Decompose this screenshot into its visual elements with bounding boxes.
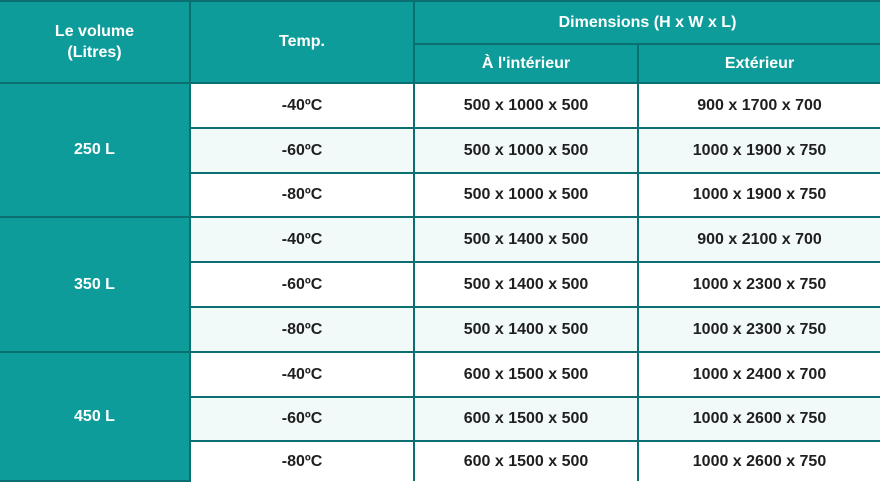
temp-cell: -80ºC [190, 307, 414, 352]
header-outside: Extérieur [638, 44, 880, 83]
temp-cell: -40ºC [190, 217, 414, 262]
temp-cell: -80ºC [190, 173, 414, 217]
outside-cell: 1000 x 1900 x 750 [638, 128, 880, 173]
outside-cell: 900 x 2100 x 700 [638, 217, 880, 262]
temp-cell: -40ºC [190, 83, 414, 128]
header-temp: Temp. [190, 1, 414, 83]
header-volume-label: Le volume [54, 23, 135, 40]
temp-cell: -40ºC [190, 352, 414, 397]
volume-cell: 250 L [0, 83, 190, 217]
outside-cell: 1000 x 2600 x 750 [638, 397, 880, 441]
header-volume [0, 1, 190, 83]
inside-cell: 500 x 1400 x 500 [414, 262, 638, 307]
outside-cell: 1000 x 1900 x 750 [638, 173, 880, 217]
inside-cell: 500 x 1000 x 500 [414, 128, 638, 173]
table-header [0, 1, 880, 83]
volume-cell: 350 L [0, 217, 190, 352]
outside-cell: 1000 x 2600 x 750 [638, 441, 880, 481]
outside-cell: 1000 x 2300 x 750 [638, 307, 880, 352]
temp-cell: -60ºC [190, 397, 414, 441]
table-row [0, 217, 880, 262]
inside-cell: 600 x 1500 x 500 [414, 441, 638, 481]
inside-cell: 600 x 1500 x 500 [414, 352, 638, 397]
outside-cell: 1000 x 2300 x 750 [638, 262, 880, 307]
header-dimensions: Dimensions (H x W x L) [414, 1, 880, 44]
inside-cell: 600 x 1500 x 500 [414, 397, 638, 441]
header-inside: À l'intérieur [414, 44, 638, 83]
inside-cell: 500 x 1000 x 500 [414, 173, 638, 217]
table-body [0, 83, 880, 481]
volume-cell: 450 L [0, 352, 190, 481]
outside-cell: 1000 x 2400 x 700 [638, 352, 880, 397]
table-row [0, 83, 880, 128]
header-volume-unit: (Litres) [67, 44, 122, 61]
temp-cell: -60ºC [190, 262, 414, 307]
inside-cell: 500 x 1000 x 500 [414, 83, 638, 128]
outside-cell: 900 x 1700 x 700 [638, 83, 880, 128]
temp-cell: -80ºC [190, 441, 414, 481]
inside-cell: 500 x 1400 x 500 [414, 217, 638, 262]
inside-cell: 500 x 1400 x 500 [414, 307, 638, 352]
temp-cell: -60ºC [190, 128, 414, 173]
table-row [0, 352, 880, 397]
